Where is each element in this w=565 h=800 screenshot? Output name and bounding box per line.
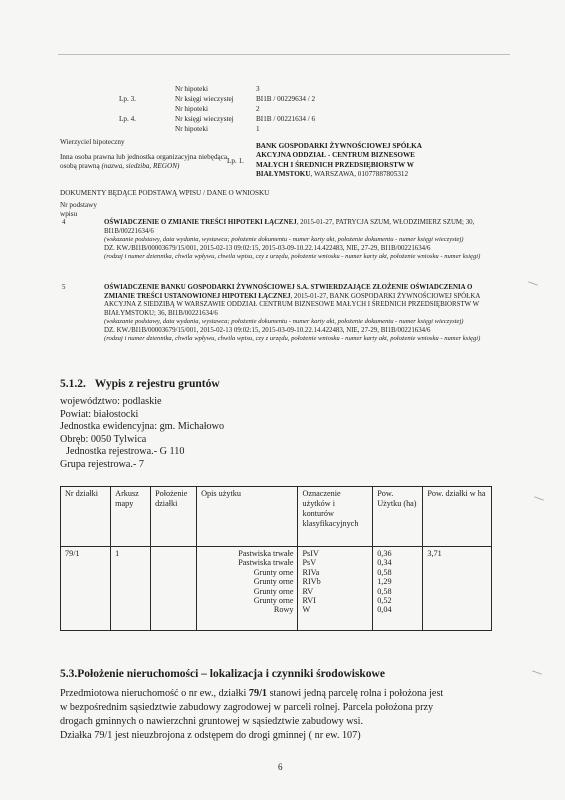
use-descriptions [197, 547, 298, 631]
use-area: 0,52 [377, 596, 392, 606]
scan-mark [528, 281, 538, 285]
doc-entry [60, 284, 500, 344]
bank-city: BIAŁYMSTOKU [256, 169, 311, 178]
use-area: 0,58 [377, 567, 392, 577]
text-run: stanowi jedną parcelę rolna i położona jest [267, 688, 444, 699]
bank-line [256, 170, 422, 179]
other-entity-label [60, 153, 238, 171]
doc-journal: DZ. KW./BI1B/00003679/15/001, 2015-02-13 09:02:15, 2015-03-09-10.22.14.422483, NIE, 27-29, BI1B/00221634/6 [104, 244, 431, 252]
doc-hint: (rodzaj i numer dziennika, chwila wpływu, chwila wpisu, czy z urzędu, położenie wniosku - numer karty akt, położenie wniosku - numer księgi) [104, 253, 481, 261]
doc-entry [60, 219, 500, 262]
header-cell: Położenie działki [151, 487, 197, 547]
parcel-total-area: 3,71 [423, 547, 492, 631]
header-cell: Arkusz mapy [111, 487, 151, 547]
col-label-line: Nr podstawy [60, 201, 97, 209]
row-label: Nr hipoteki [175, 105, 208, 113]
header-cell: Oznaczenie użytków i konturów klasyfikacyjnych [298, 487, 373, 547]
row-label: Nr księgi wieczystej [175, 95, 234, 103]
header-cell: Pow. działki w ha [423, 487, 492, 547]
bank-address: , WARSZAWA, 01077887805312 [310, 169, 409, 178]
location-line [60, 687, 443, 701]
location-line: drogach gminnych o nawierzchni gruntowej w sąsiedztwie zabudowy wsi. [60, 716, 363, 727]
use-desc: Grunty orne [253, 596, 294, 606]
lp-label: Lp. 3. [119, 95, 136, 103]
header-cell: Opis użytku [197, 487, 298, 547]
use-code: PsV [302, 558, 317, 568]
use-code: PsIV [302, 549, 319, 558]
parcel-number: 79/1 [61, 547, 111, 631]
row-label: Nr hipoteki [175, 85, 208, 93]
map-sheet: 1 [111, 547, 151, 631]
use-codes [298, 547, 373, 631]
register-line: Obręb: 0050 Tylwica [60, 433, 147, 445]
row-value: 1 [256, 125, 260, 133]
doc-number: 5 [62, 284, 66, 291]
doc-number: 4 [62, 219, 66, 226]
table-row [61, 547, 492, 631]
table-header-row [61, 487, 492, 547]
docs-title: DOKUMENTY BĘDĄCE PODSTAWĄ WPISU / DANE O WNIOSKU [60, 189, 270, 197]
use-area: 1,29 [377, 577, 392, 587]
section-heading-53: 5.3.Położenie nieruchomości – lokalizacja i czynniki środowiskowe [60, 668, 385, 680]
row-value: 3 [256, 85, 260, 93]
doc-body [104, 219, 500, 262]
doc-title: OŚWIADCZENIE O ZMIANIE TREŚCI HIPOTEKI ŁĄCZNEJ [104, 219, 297, 226]
other-entity-hint: (nazwa, siedziba, REGON) [101, 162, 180, 170]
doc-hint: (wskazanie podstawy, data wydania, wystawca; położenie dokumentu - numer karty akt, położenie dokumentu - numer księgi wieczystej) [104, 236, 464, 244]
doc-hint: (wskazanie podstawy, data wydania, wystawca; położenie dokumentu - numer karty akt, położenie dokumentu - numer księgi wieczystej) [104, 318, 464, 326]
page-number: 6 [278, 762, 283, 772]
section-number: 5.1.2. [60, 378, 86, 390]
parcel-ref: 79/1 [248, 688, 268, 699]
use-code: RIVb [302, 577, 321, 587]
row-value: BI1B / 00221634 / 6 [256, 115, 316, 123]
bank-line: BANK GOSPODARKI ŻYWNOŚCIOWEJ SPÓŁKA [256, 142, 422, 150]
doc-hint: (rodzaj i numer dziennika, chwila wpływu, chwila wpisu, czy z urzędu, położenie wniosku - numer karty akt, położenie wniosku - numer księgi) [104, 335, 481, 343]
register-line: Grupa rejestrowa.- 7 [60, 458, 145, 470]
header-cell: Nr działki [61, 487, 111, 547]
other-entity-text: Inna osoba prawna lub jednostka organizacyjna niebędąca osobą prawną [60, 153, 228, 170]
use-area: 0,04 [377, 605, 392, 615]
section-title: Wypis z rejestru gruntów [94, 378, 220, 390]
creditor-label: Wierzyciel hipoteczny [60, 138, 125, 146]
text-run: Przedmiotowa nieruchomość o nr ew., działki [60, 688, 249, 699]
top-rule [58, 54, 510, 55]
use-desc: Pastwiska trwałe [238, 549, 294, 558]
use-desc: Grunty orne [253, 586, 294, 596]
row-value: 2 [256, 105, 260, 113]
bank-line: MAŁYCH I ŚREDNICH PRZEDSIĘBIORSTW W [256, 160, 414, 169]
use-code: RIVa [302, 567, 320, 577]
use-area: 0,36 [377, 549, 392, 558]
scan-mark [532, 670, 542, 674]
use-desc: Rowy [273, 605, 294, 615]
parcel-location [151, 547, 197, 631]
register-line: Powiat: białostocki [60, 408, 139, 420]
use-code: W [302, 605, 311, 615]
row-label: Nr hipoteki [175, 125, 208, 133]
header-cell: Pow. Użytku (ha) [373, 487, 423, 547]
bank-line: AKCYJNA ODDZIAŁ - CENTRUM BIZNESOWE [256, 151, 415, 160]
doc-journal: DZ. KW./BI1B/00003679/15/001, 2015-02-13 09:02:15, 2015-03-09-10.22.14.422483, NIE, 27-29, BI1B/00221634/6 [104, 326, 431, 334]
use-area: 0,34 [377, 558, 392, 568]
use-desc: Grunty orne [253, 577, 294, 587]
register-line: województwo: podlaskie [60, 396, 162, 407]
lp-label: Lp. 4. [119, 115, 136, 123]
use-area: 0,58 [377, 586, 392, 596]
register-line: Jednostka rejestrowa.- G 110 [66, 446, 185, 457]
scan-mark [534, 496, 544, 500]
doc-details: , 2015-01-27, BANK GOSPODARKI ŻYWNOŚCIOWEJ SPÓŁKA AKCYJNA Z SIEDZIBĄ W WARSZAWIE ODDZIAŁ CENTRUM BIZNESOWE MAŁYCH I ŚREDNICH PRZEDSIĘBIORSTW W BIAŁYMSTOKU; 36, BI1B/00221634/6 [104, 292, 480, 317]
row-label: Nr księgi wieczystej [175, 115, 234, 123]
register-info [60, 396, 224, 471]
doc-body [104, 284, 500, 344]
land-register-table [60, 486, 492, 631]
docs-col-label [60, 201, 97, 218]
use-code: RVI [302, 596, 316, 606]
register-line: Jednostka ewidencyjna: gm. Michałowo [60, 421, 225, 432]
location-line: Działka 79/1 jest nieuzbrojona z odstępem do drogi gminnej ( nr ew. 107) [60, 730, 361, 741]
use-desc: Pastwiska trwałe [238, 558, 294, 568]
use-areas [373, 547, 423, 631]
use-desc: Grunty orne [253, 567, 294, 577]
location-line: w bezpośrednim sąsiedztwie zabudowy zagrodowej w parceli rolnej. Parcela położona przy [60, 702, 434, 713]
col-label-line: wpisu [60, 209, 78, 218]
section-heading-512 [60, 378, 220, 390]
doc-details: , 2015-01-27, PATRYCJA SZUM, WŁODZIMIERZ SZUM; 30, BI1B/00221634/6 [104, 219, 475, 235]
bank-name [256, 142, 422, 179]
location-description [60, 687, 443, 743]
doc-title: OŚWIADCZENIE BANKU GOSPODARKI ŻYWNOŚCIOWEJ S.A. STWIERDZAJĄCE ZŁOŻENIE OŚWIADCZENIA O ZMIANIE TREŚCI USTANOWIONEJ HIPOTEKI ŁĄCZNEJ [104, 284, 473, 300]
other-lp: Lp. 1. [227, 157, 244, 165]
use-code: RV [302, 586, 314, 596]
row-value: BI1B / 00229634 / 2 [256, 95, 316, 103]
